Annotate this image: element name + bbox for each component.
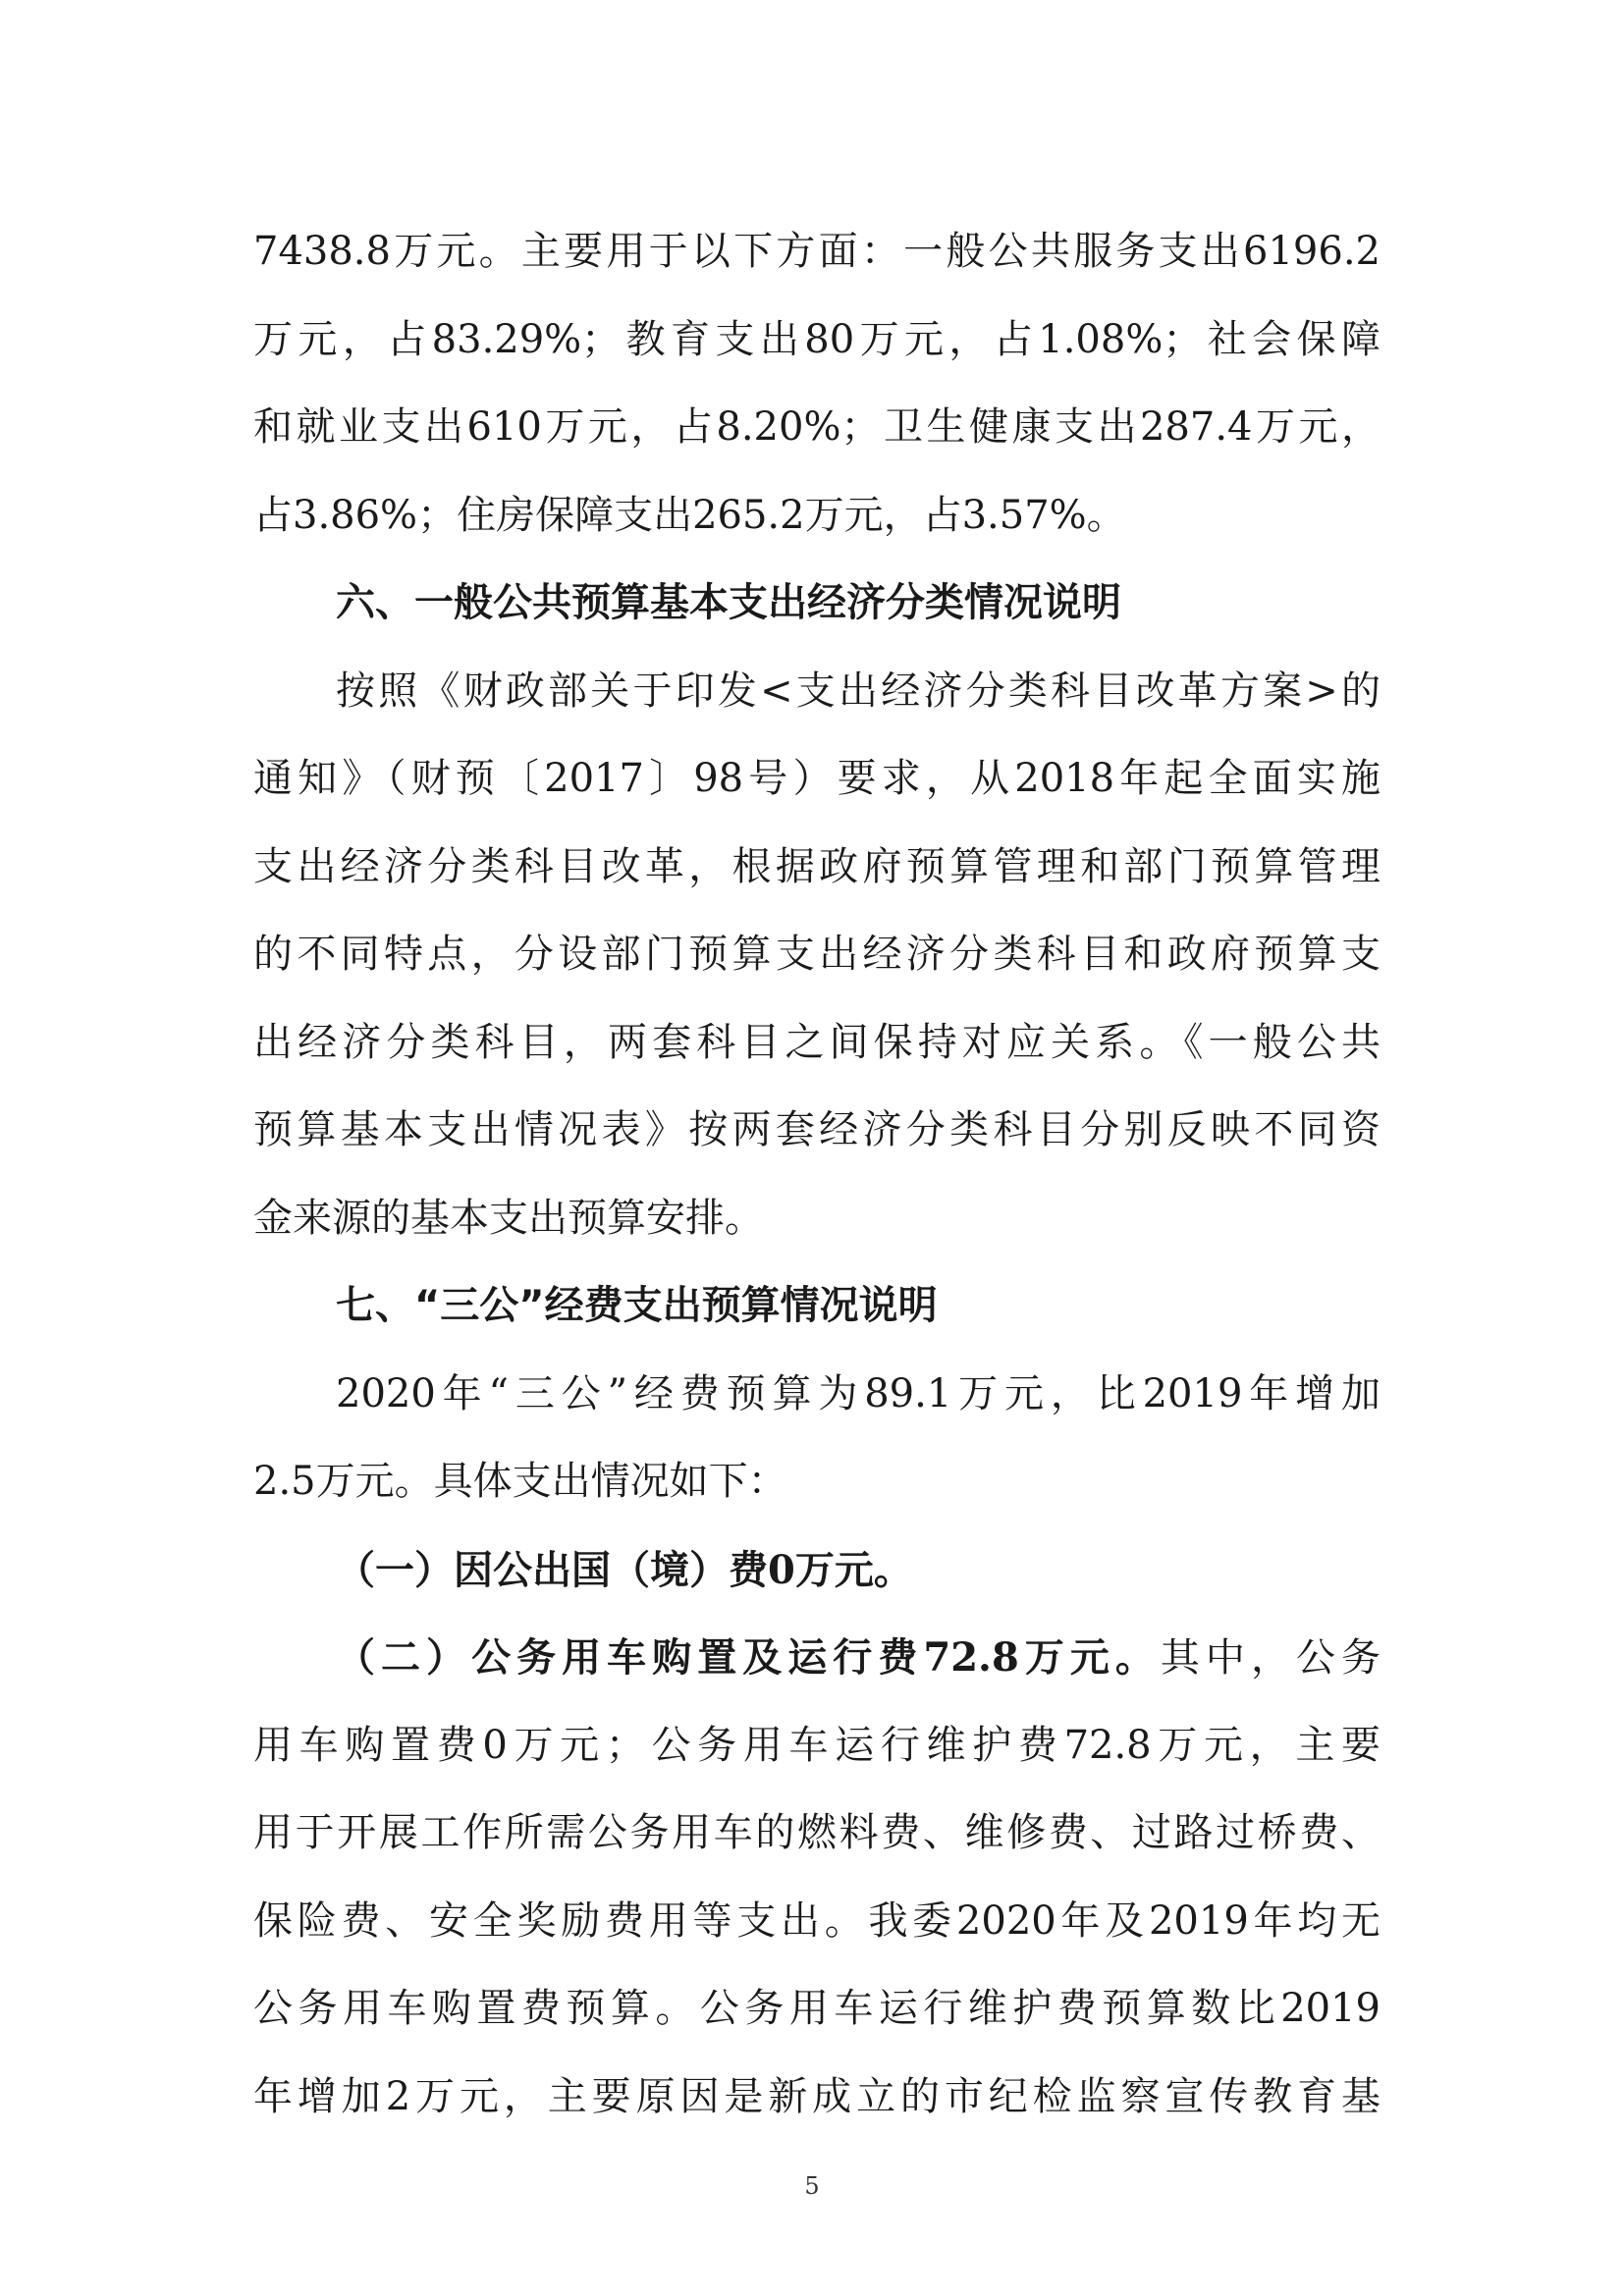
section-heading-6: 六、一般公共预算基本支出经济分类情况说明 bbox=[336, 580, 1121, 625]
paragraph-line: 万元，占83.29%；教育支出80万元，占1.08%；社会保障 bbox=[253, 316, 1380, 362]
paragraph-line: 预算基本支出情况表》按两套经济分类科目分别反映不同资 bbox=[253, 1107, 1380, 1152]
paragraph-line: 按照《财政部关于印发<支出经济分类科目改革方案>的 bbox=[336, 667, 1380, 714]
subsection-heading-2: （二）公务用车购置及运行费72.8万元。 bbox=[336, 1634, 1161, 1681]
paragraph-line: 年增加2万元，主要原因是新成立的市纪检监察宣传教育基 bbox=[253, 2073, 1380, 2119]
paragraph-line: 用车购置费0万元；公务用车运行维护费72.8万元，主要 bbox=[253, 1722, 1380, 1768]
paragraph-line: 支出经济分类科目改革，根据政府预算管理和部门预算管理 bbox=[253, 843, 1380, 889]
section-heading-7: 七、“三公”经费支出预算情况说明 bbox=[336, 1283, 938, 1328]
paragraph-line: 公务用车购置费预算。公务用车运行维护费预算数比2019 bbox=[253, 1986, 1380, 2031]
paragraph-line: 和就业支出610万元，占8.20%；卫生健康支出287.4万元， bbox=[253, 404, 1380, 450]
document-body bbox=[253, 208, 1380, 2141]
subsection-heading-2-line bbox=[253, 1614, 1380, 1702]
paragraph-line: 保险费、安全奖励费用等支出。我委2020年及2019年均无 bbox=[253, 1897, 1380, 1944]
paragraph-line: 的不同特点，分设部门预算支出经济分类科目和政府预算支 bbox=[253, 932, 1380, 977]
paragraph-line: 用于开展工作所需公务用车的燃料费、维修费、过路过桥费、 bbox=[253, 1810, 1380, 1855]
paragraph-line: 金来源的基本支出预算安排。 bbox=[253, 1195, 764, 1241]
paragraph-line: 通知》（财预〔2017〕98号）要求，从2018年起全面实施 bbox=[253, 756, 1380, 801]
paragraph-text: 其中，公务 bbox=[1160, 1635, 1380, 1681]
paragraph-line: 2.5万元。具体支出情况如下： bbox=[253, 1459, 787, 1504]
subsection-heading-1: （一）因公出国（境）费0万元。 bbox=[336, 1546, 913, 1593]
paragraph-line: 出经济分类科目，两套科目之间保持对应关系。《一般公共 bbox=[253, 1019, 1380, 1065]
paragraph-line: 占3.86%；住房保障支出265.2万元，占3.57%。 bbox=[253, 492, 1126, 538]
paragraph-line: 2020年“三公”经费预算为89.1万元，比2019年增加 bbox=[336, 1370, 1380, 1416]
paragraph-line: 7438.8万元。主要用于以下方面：一般公共服务支出6196.2 bbox=[253, 229, 1380, 274]
page-number: 5 bbox=[804, 2172, 820, 2200]
